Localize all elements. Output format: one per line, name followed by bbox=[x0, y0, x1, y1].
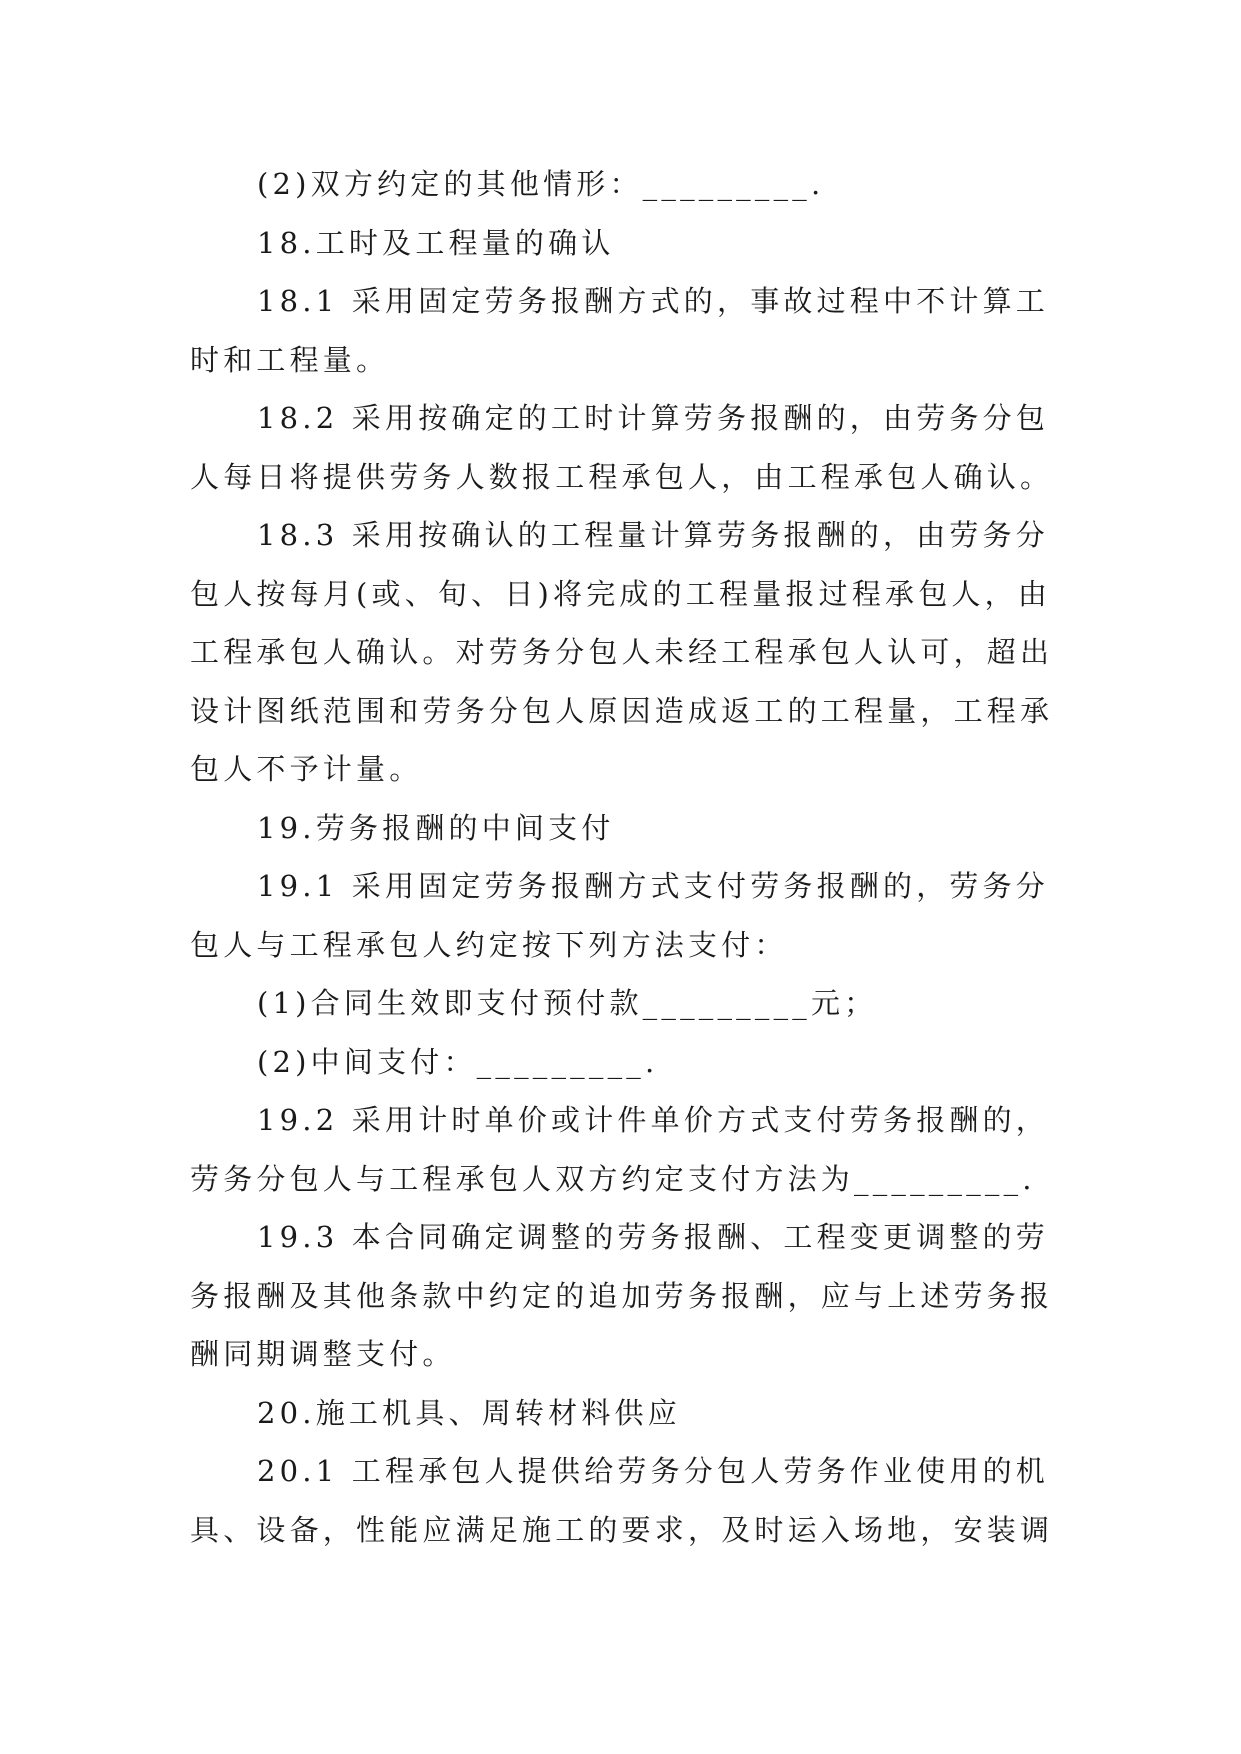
text-line: 20.1 工程承包人提供给劳务分包人劳务作业使用的机 bbox=[257, 1454, 1049, 1488]
section-heading-18: 18.工时及工程量的确认 bbox=[257, 225, 615, 260]
text-line: 19.2 采用计时单价或计件单价方式支付劳务报酬的， bbox=[257, 1103, 1049, 1137]
text-line: (2)中间支付：_________. bbox=[257, 1044, 659, 1079]
text-line: (2)双方约定的其他情形：_________. bbox=[257, 167, 825, 201]
section-heading-19: 19.劳务报酬的中间支付 bbox=[257, 810, 615, 845]
text-line: 18.2 采用按确定的工时计算劳务报酬的，由劳务分包 bbox=[257, 401, 1049, 435]
text-line: 务报酬及其他条款中约定的追加劳务报酬，应与上述劳务报 bbox=[190, 1278, 1054, 1313]
section-heading-20: 20.施工机具、周转材料供应 bbox=[257, 1395, 681, 1430]
text-line: 包人按每月(或、旬、日)将完成的工程量报过程承包人，由 bbox=[190, 576, 1052, 611]
text-line: 18.3 采用按确认的工程量计算劳务报酬的，由劳务分 bbox=[257, 518, 1049, 552]
text-line: 设计图纸范围和劳务分包人原因造成返工的工程量，工程承 bbox=[190, 693, 1054, 728]
text-line: 18.1 采用固定劳务报酬方式的，事故过程中不计算工 bbox=[257, 284, 1049, 318]
text-line: 19.1 采用固定劳务报酬方式支付劳务报酬的，劳务分 bbox=[257, 869, 1049, 903]
text-line: 具、设备，性能应满足施工的要求，及时运入场地，安装调 bbox=[190, 1512, 1054, 1547]
text-line: 包人与工程承包人约定按下列方法支付： bbox=[190, 927, 788, 962]
text-line: 酬同期调整支付。 bbox=[190, 1337, 456, 1371]
text-line: 人每日将提供劳务人数报工程承包人，由工程承包人确认。 bbox=[190, 459, 1054, 494]
text-line: 劳务分包人与工程承包人双方约定支付方法为_________. bbox=[190, 1161, 1036, 1196]
document-body bbox=[190, 155, 1054, 1559]
text-line: 工程承包人确认。对劳务分包人未经工程承包人认可，超出 bbox=[190, 635, 1054, 669]
text-line: 时和工程量。 bbox=[190, 342, 390, 377]
text-line: (1)合同生效即支付预付款_________元； bbox=[257, 986, 878, 1020]
text-line: 包人不予计量。 bbox=[190, 752, 423, 786]
text-line: 19.3 本合同确定调整的劳务报酬、工程变更调整的劳 bbox=[257, 1220, 1049, 1254]
